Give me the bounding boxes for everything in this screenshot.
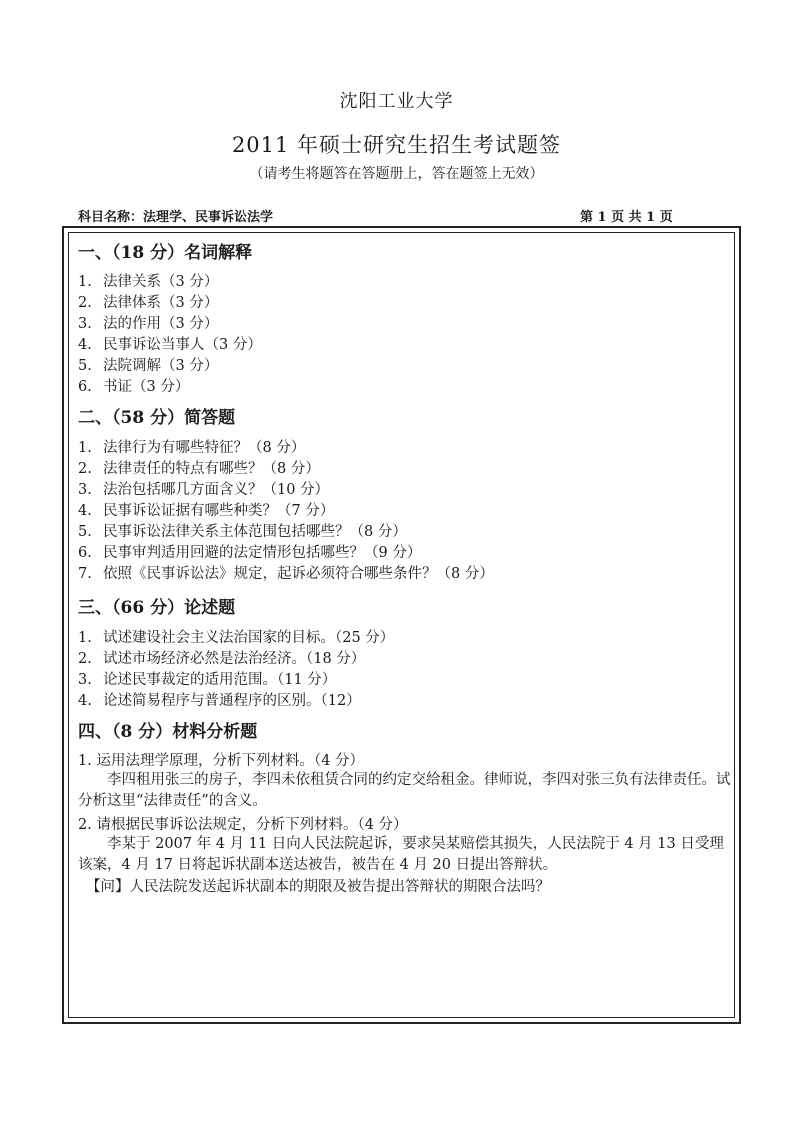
section-2-heading: 二、（58 分）简答题 xyxy=(78,408,236,428)
question-item: 1. 运用法理学原理，分析下列材料。（4 分） xyxy=(78,753,365,769)
section-1-heading: 一、（18 分）名词解释 xyxy=(78,243,253,263)
question-item: 7. 依照《民事诉讼法》规定，起诉必须符合哪些条件？（8 分） xyxy=(78,566,494,582)
page-info: 第 1 页 共 1 页 xyxy=(580,210,673,225)
question-item: 4. 论述简易程序与普通程序的区别。（12） xyxy=(78,693,361,709)
section-3-heading: 三、（66 分）论述题 xyxy=(78,598,236,618)
question-item: 2. 法律责任的特点有哪些？（8 分） xyxy=(78,461,320,477)
question-item: 3. 法治包括哪几方面含义？（10 分） xyxy=(78,482,330,498)
question-item: 3. 论述民事裁定的适用范围。（11 分） xyxy=(78,672,337,688)
exam-title: 2011 年硕士研究生招生考试题签 xyxy=(231,133,562,157)
section-4-heading: 四、（8 分）材料分析题 xyxy=(78,722,258,742)
question-item: 1. 法律行为有哪些特征？（8 分） xyxy=(78,440,306,456)
material-paragraph: 李四租用张三的房子，李四未依租赁合同的约定交给租金。律师说，李四对张三负有法律责任。试分析这里“法律责任”的含义。 xyxy=(78,772,731,809)
question-item: 6. 民事审判适用回避的法定情形包括哪些？（9 分） xyxy=(78,545,422,561)
question-item: 2. 请根据民事诉讼法规定，分析下列材料。（4 分） xyxy=(78,817,408,833)
question-item: 2. 法律体系（3 分） xyxy=(78,295,219,311)
question-item: 1. 法律关系（3 分） xyxy=(78,274,219,290)
question-item: 1. 试述建设社会主义法治国家的目标。（25 分） xyxy=(78,630,395,646)
question-ask: 【问】人民法院发送起诉状副本的期限及被告提出答辩状的期限合法吗？ xyxy=(86,879,550,895)
question-item: 5. 法院调解（3 分） xyxy=(78,358,219,374)
question-item: 5. 民事诉讼法律关系主体范围包括哪些？（8 分） xyxy=(78,524,407,540)
university-name: 沈阳工业大学 xyxy=(339,91,454,112)
exam-note: （请考生将题答在答题册上，答在题签上无效） xyxy=(249,166,544,182)
material-paragraph: 李某于 2007 年 4 月 11 日向人民法院起诉，要求吴某赔偿其损失，人民法院于 4 月 13 日受理该案，4 月 17 日将起诉状副本送达被告，被告在 4 月 20 日提出答辩状。 xyxy=(78,836,724,873)
subject-name: 科目名称：法理学、民事诉讼法学 xyxy=(78,210,274,225)
question-item: 3. 法的作用（3 分） xyxy=(78,316,219,332)
question-item: 4. 民事诉讼当事人（3 分） xyxy=(78,337,262,353)
question-item: 6. 书证（3 分） xyxy=(78,379,190,395)
question-item: 4. 民事诉讼证据有哪些种类？（7 分） xyxy=(78,503,335,519)
question-item: 2. 试述市场经济必然是法治经济。（18 分） xyxy=(78,651,366,667)
